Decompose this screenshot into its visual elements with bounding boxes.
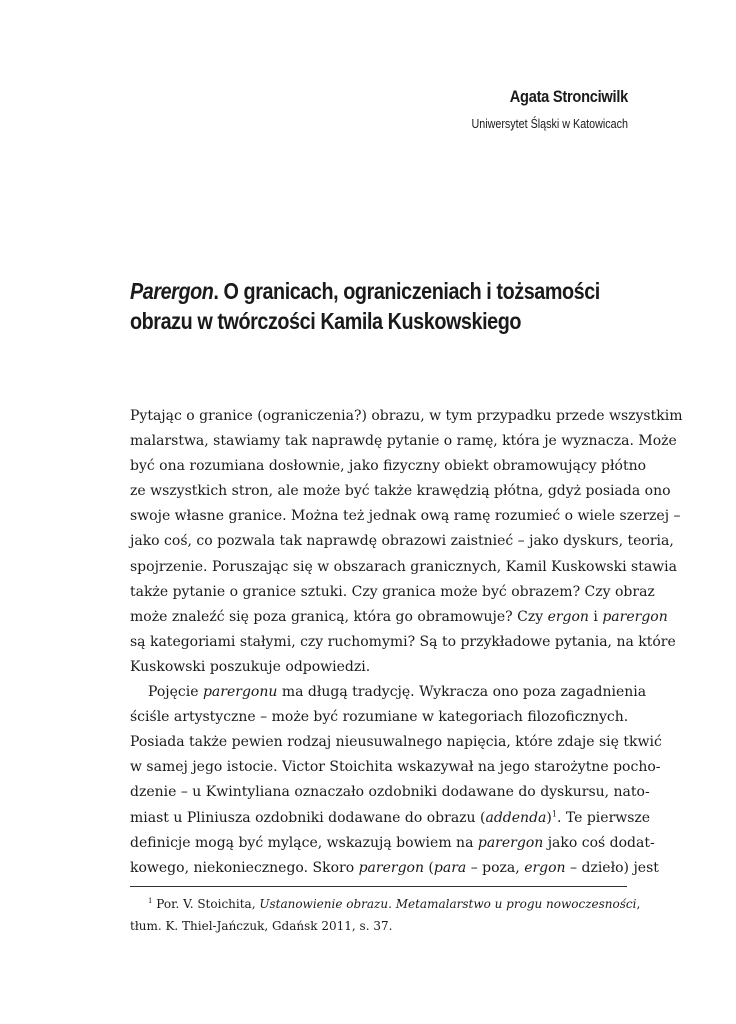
text-run: może znaleźć się poza granicą, która go obramowuje? Czy [130, 608, 548, 625]
italic-term: parergonu [202, 684, 278, 701]
body-line: swoje własne granice. Można też jednak ową ramę rozumieć o wiele szerzej – [130, 508, 681, 525]
body-line: malarstwa, stawiamy tak naprawdę pytanie o ramę, która je wyznacza. Może [130, 433, 677, 450]
body-line: dzenie – u Kwintyliana oznaczało ozdobniki dodawane do dyskursu, nato- [130, 784, 650, 801]
text-run: kowego, niekoniecznego. Skoro [130, 859, 359, 876]
author-name: Agata Stronciwilk [509, 87, 628, 106]
footnote-line [130, 893, 641, 915]
text-run: , [636, 897, 641, 911]
italic-term: parergon [477, 834, 544, 851]
body-line: jako coś, co pozwala tak naprawdę obrazowi zaistnieć – jako dyskurs, teoria, [130, 533, 674, 550]
body-line [130, 605, 668, 630]
body-line: ściśle artystyczne – może być rozumiane w kategoriach filozoficznych. [130, 709, 629, 726]
text-run: jako coś dodat- [543, 834, 655, 851]
footnote [130, 893, 641, 937]
body-line [130, 806, 651, 831]
text-run: Por. V. Stoichita, [152, 897, 260, 911]
body-line: Posiada także pewien rodzaj nieusuwalnego napięcia, które zdaje się tkwić [130, 734, 662, 751]
footnote-book-title: Ustanowienie obrazu. Metamalarstwo u progu nowoczesności [259, 897, 637, 911]
body-line: są kategoriami stałymi, czy ruchomymi? Są to przykładowe pytania, na które [130, 633, 676, 650]
body-line [130, 831, 655, 856]
body-line: ze wszystkich stron, ale może być także krawędzią płótna, gdyż posiada ono [130, 483, 671, 500]
text-run: . Te pierwsze [556, 809, 651, 826]
body-line: także pytanie o granice sztuki. Czy granica może być obrazem? Czy obraz [130, 583, 655, 600]
body-text [130, 404, 683, 881]
author-affiliation: Uniwersytet Śląski w Katowicach [471, 117, 628, 131]
footnote-number: 1 [148, 897, 153, 905]
italic-term: para [433, 859, 467, 876]
text-run: definicje mogą być mylące, wskazują bowiem na [130, 834, 478, 851]
text-run: ( [423, 859, 434, 876]
text-run: ma długą tradycję. Wykracza ono poza zagadnienia [277, 684, 647, 701]
body-line: spojrzenie. Poruszając się w obszarach granicznych, Kamil Kuskowski stawia [130, 558, 677, 575]
body-line: Pytając o granice (ograniczenia?) obrazu, w tym przypadku przede wszystkim [130, 408, 683, 424]
body-line: Kuskowski poszukuje odpowiedzi. [130, 658, 371, 675]
body-line: być ona rozumiana dosłownie, jako fizyczny obiekt obramowujący płótno [130, 458, 647, 475]
footnote-divider [130, 886, 627, 887]
body-line: w samej jego istocie. Victor Stoichita wskazywał na jego starożytne pocho- [130, 759, 661, 776]
text-run: – poza, [466, 859, 525, 876]
body-line [130, 680, 647, 705]
title-line-2: obrazu w twórczości Kamila Kuskowskiego [130, 308, 522, 334]
title-line-1 [130, 276, 612, 306]
italic-term: ergon [524, 859, 566, 876]
title-line-1-rest: . O granicach, ograniczeniach i tożsamości [213, 278, 600, 304]
italic-term: addenda [485, 809, 547, 826]
italic-term: parergon [602, 608, 668, 625]
article-title [130, 276, 612, 336]
text-run: i [588, 608, 603, 625]
author-block [446, 86, 628, 133]
text-run: – dzieło) jest [565, 859, 659, 876]
italic-term: ergon [547, 608, 589, 625]
italic-term: parergon [358, 859, 424, 876]
footnote-line: tłum. K. Thiel-Jańczuk, Gdańsk 2011, s. 37. [130, 919, 393, 933]
title-italic-term: Parergon [130, 278, 214, 304]
text-run: Pojęcie [148, 684, 203, 701]
text-run: miast u Pliniusza ozdobniki dodawane do obrazu ( [130, 809, 486, 826]
footnote-marker[interactable]: 1 [551, 808, 557, 818]
body-line [130, 856, 659, 881]
text-run: ) [546, 809, 552, 826]
